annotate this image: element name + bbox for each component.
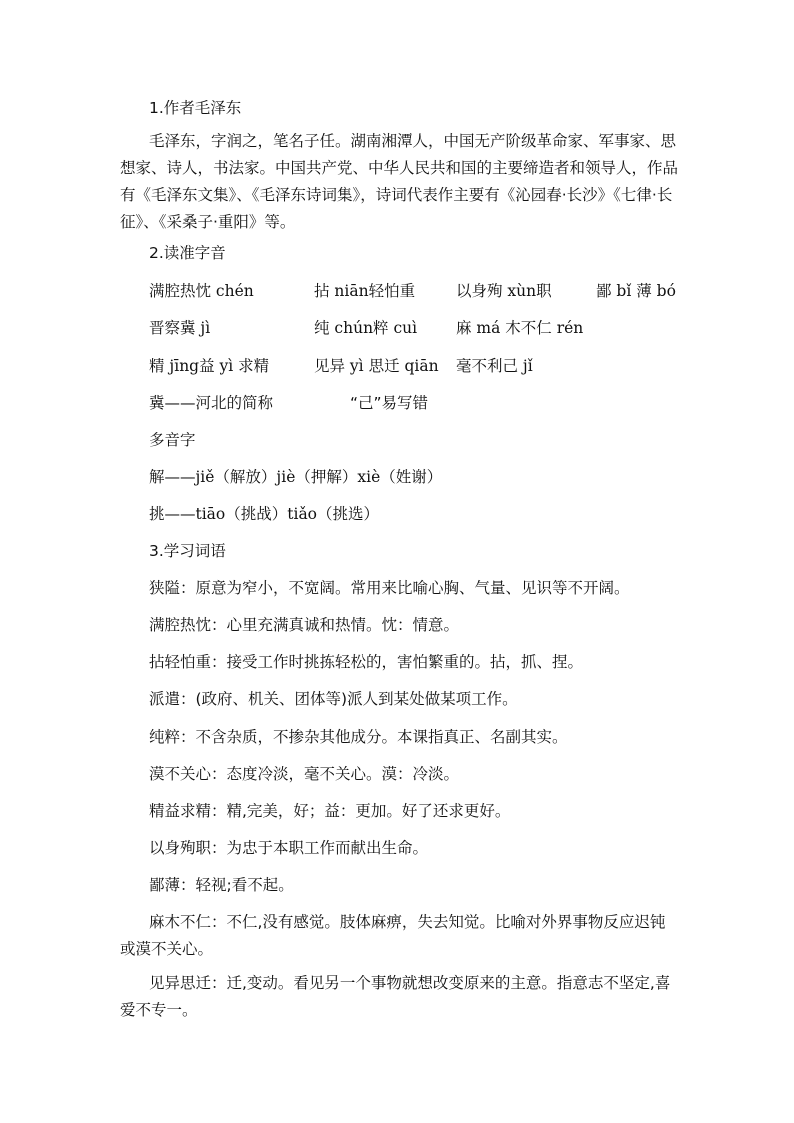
polyphone-heading: 多音字 <box>149 431 196 449</box>
vocab-item: 以身殉职：为忠于本职工作而献出生命。 <box>149 839 429 857</box>
pron-item: 以身殉 xùn职 <box>456 282 552 300</box>
vocab-item: 精益求精：精,完美，好；益：更加。好了还求更好。 <box>149 802 511 820</box>
pron-item: 鄙 bǐ 薄 bó <box>596 282 676 300</box>
vocab-item: 狭隘：原意为窄小，不宽阔。常用来比喻心胸、气量、见识等不开阔。 <box>149 579 630 597</box>
section-1-heading: 1.作者毛泽东 <box>149 99 242 117</box>
pron-item: 精 jīng益 yì 求精 <box>149 357 270 375</box>
vocab-item: 纯粹：不含杂质，不掺杂其他成分。本课指真正、名副其实。 <box>149 728 568 746</box>
note-item: 冀——河北的简称 <box>149 394 274 412</box>
pron-item: 毫不利己 jǐ <box>456 357 533 375</box>
vocab-item: 拈轻怕重：接受工作时挑拣轻松的，害怕繁重的。拈，抓、捏。 <box>149 653 584 671</box>
vocab-item: 鄙薄：轻视;看不起。 <box>149 876 294 894</box>
polyphone-line: 解——jiě（解放）jiè（押解）xiè（姓谢） <box>149 468 443 486</box>
pron-item: 见异 yì 思迁 qiān <box>314 357 439 375</box>
vocab-item-long: 麻木不仁：不仁,没有感觉。肢体麻痹，失去知觉。比喻对外界事物反应迟钝或漠不关心。 <box>120 913 666 958</box>
pron-item: 麻 má 木不仁 rén <box>456 319 584 337</box>
pron-item: 满腔热忱 chén <box>149 282 254 300</box>
note-item: “己”易写错 <box>350 394 429 412</box>
vocab-item: 满腔热忱：心里充满真诚和热情。忱：情意。 <box>149 616 460 634</box>
pron-item: 拈 niān轻怕重 <box>314 282 416 300</box>
polyphone-line: 挑——tiāo（挑战）tiǎo（挑选） <box>149 505 380 523</box>
pron-item: 纯 chún粹 cuì <box>314 319 418 337</box>
section-2-heading: 2.读准字音 <box>149 244 226 262</box>
vocab-item-long: 见异思迁：迁,变动。看见另一个事物就想改变原来的主意。指意志不坚定,喜爱不专一。 <box>120 974 671 1019</box>
section-1-paragraph: 毛泽东，字润之，笔名子任。湖南湘潭人，中国无产阶级革命家、军事家、思想家、诗人，书法家。中国共产党、中华人民共和国的主要缔造者和领导人，作品有《毛泽东文集》、《毛泽东诗词集》，诗词代表作主要有《沁园春·长沙》《七律·长征》、《采桑子·重阳》等。 <box>120 132 679 231</box>
vocab-item: 漠不关心：态度冷淡，毫不关心。漠：冷淡。 <box>149 765 460 783</box>
section-3-heading: 3.学习词语 <box>149 542 226 560</box>
vocab-item: 派遣：(政府、机关、团体等)派人到某处做某项工作。 <box>149 690 518 708</box>
pron-item: 晋察冀 jì <box>149 319 211 337</box>
